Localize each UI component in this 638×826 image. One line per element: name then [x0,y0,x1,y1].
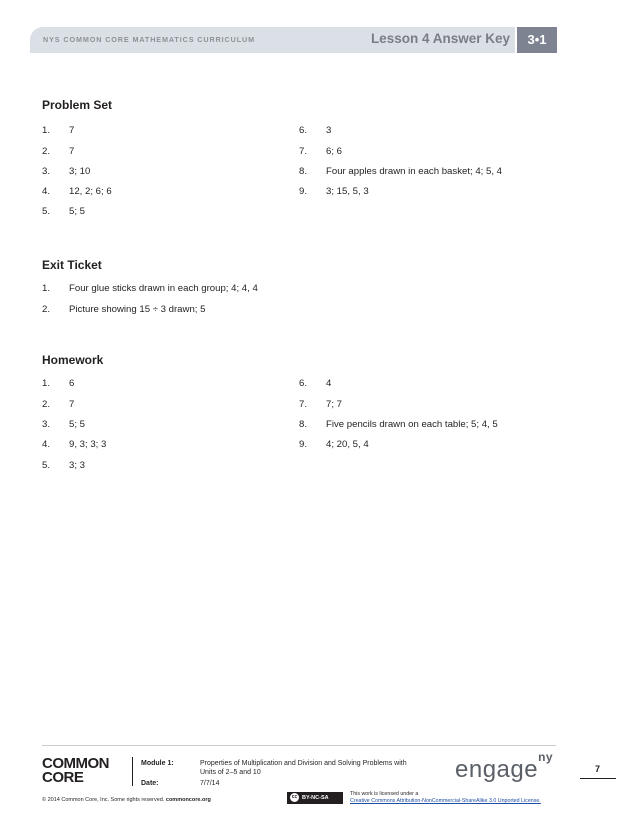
grade-module-badge: 3•1 [517,27,557,53]
item-answer: 7 [69,399,75,410]
item-number: 6. [299,125,308,136]
page-number: 7 [595,764,601,774]
page-header [30,27,557,53]
item-answer: 6 [69,378,75,389]
copyright-notice [42,797,211,803]
page-number-rule [580,778,616,779]
module-value: Properties of Multiplication and Division and Solving Problems with Units of 2–5 and 10 [200,760,407,776]
exit-ticket-title: Exit Ticket [42,258,102,272]
item-answer: Picture showing 15 ÷ 3 drawn; 5 [69,304,206,315]
license-notice [350,791,541,805]
copyright-text: © 2014 Common Core, Inc. Some rights reserved. [42,797,165,803]
item-answer: Four glue sticks drawn in each group; 4; 4, 4 [69,283,258,294]
item-number: 4. [42,439,51,450]
date-value: 7/7/14 [200,780,220,787]
item-number: 9. [299,186,308,197]
problem-set-title: Problem Set [42,98,113,112]
brand-text: engage [455,756,539,783]
item-answer: 3 [326,125,332,136]
creative-commons-icon: cc [291,794,298,801]
license-badge-text: BY-NC-SA [302,795,329,801]
item-answer: 5; 5 [69,206,86,217]
logo-line-2: CORE [42,769,84,786]
item-number: 3. [42,419,51,430]
item-number: 1. [42,378,51,389]
item-number: 1. [42,283,51,294]
module-label: Module 1: [141,760,174,767]
item-answer: Four apples drawn in each basket; 4; 5, 4 [326,166,502,177]
item-number: 8. [299,419,308,430]
footer-separator [132,757,133,786]
footer-divider [42,745,556,746]
common-core-logo [42,757,109,785]
item-number: 5. [42,206,51,217]
item-number: 2. [42,146,51,157]
brand-sup: ny [538,750,554,764]
engageny-logo [455,750,554,784]
item-answer: Five pencils drawn on each table; 5; 4, 5 [326,419,498,430]
logo-line-1: COMMON [42,755,109,772]
item-answer: 3; 15, 5, 3 [326,186,369,197]
item-answer: 4 [326,378,332,389]
item-number: 6. [299,378,308,389]
item-answer: 4; 20, 5, 4 [326,439,369,450]
homework-title: Homework [42,353,104,367]
item-answer: 3; 10 [69,166,91,177]
item-number: 1. [42,125,51,136]
item-answer: 6; 6 [326,146,343,157]
curriculum-title: NYS COMMON CORE MATHEMATICS CURRICULUM [43,35,256,44]
item-answer: 12, 2; 6; 6 [69,186,112,197]
item-number: 5. [42,460,51,471]
item-number: 9. [299,439,308,450]
item-number: 4. [42,186,51,197]
item-answer: 3; 3 [69,460,86,471]
item-answer: 7 [69,125,75,136]
item-number: 7. [299,399,308,410]
item-number: 2. [42,399,51,410]
item-number: 7. [299,146,308,157]
lesson-title: Lesson 4 Answer Key [370,31,510,46]
license-line: This work is licensed under a [350,791,419,797]
item-answer: 7; 7 [326,399,343,410]
item-number: 8. [299,166,308,177]
item-number: 3. [42,166,51,177]
date-label: Date: [141,780,159,787]
item-answer: 5; 5 [69,419,86,430]
copyright-site: commoncore.org [165,797,211,803]
license-link[interactable]: Creative Commons Attribution-NonCommercial-ShareAlike 3.0 Unported License. [350,798,541,804]
item-number: 2. [42,304,51,315]
item-answer: 7 [69,146,75,157]
item-answer: 9, 3; 3; 3 [69,439,107,450]
cc-license-badge [287,792,343,804]
